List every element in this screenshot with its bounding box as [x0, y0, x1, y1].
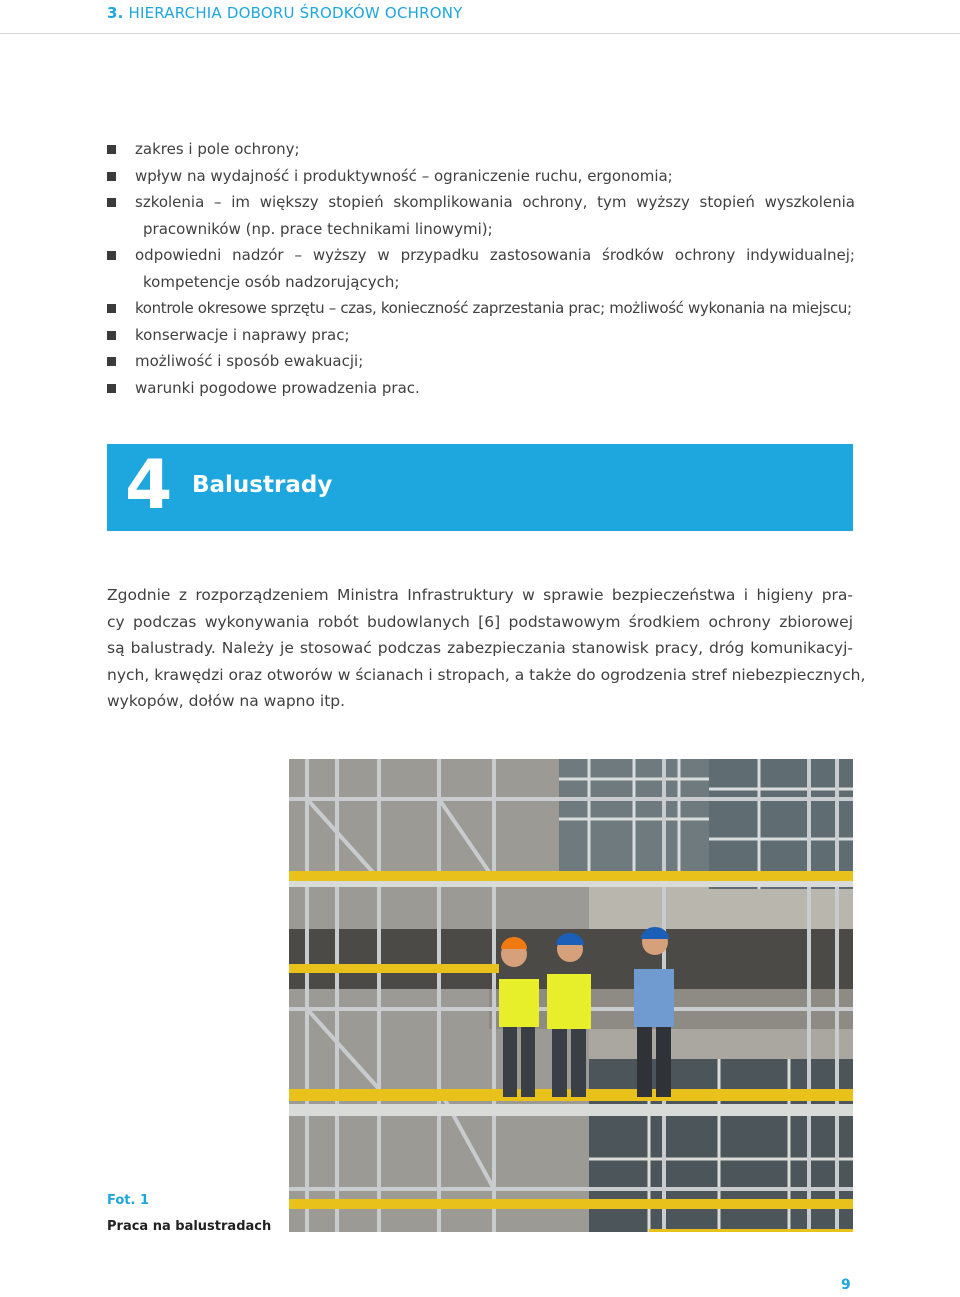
scaffold-workers-photo — [289, 759, 853, 1232]
list-item — [107, 163, 855, 190]
list-item-text: kontrole okresowe sprzętu – czas, konieczność zaprzestania prac; możliwość wykonania na miejscu; — [135, 299, 852, 317]
section-heading-banner — [107, 444, 853, 531]
bullet-square-icon — [107, 198, 116, 207]
paragraph-line: są balustrady. Należy je stosować podczas zabezpieczania stanowisk pracy, dróg komunikacyj- — [107, 639, 853, 657]
list-item — [107, 242, 855, 295]
list-item-text: możliwość i sposób ewakuacji; — [135, 352, 364, 370]
page-number: 9 — [841, 1277, 851, 1293]
bullet-square-icon — [107, 145, 116, 154]
figure-label: Fot. 1 — [107, 1193, 150, 1208]
list-item-text-continued: kompetencje osób nadzorujących; — [143, 272, 400, 291]
list-item-text: zakres i pole ochrony; — [135, 140, 300, 158]
bullet-square-icon — [107, 331, 116, 340]
running-header — [107, 4, 463, 22]
bullet-square-icon — [107, 384, 116, 393]
list-item — [107, 375, 855, 402]
list-item — [107, 348, 855, 375]
bullet-square-icon — [107, 357, 116, 366]
header-divider — [0, 33, 960, 34]
list-item — [107, 189, 855, 242]
chapter-title: HIERARCHIA DOBORU ŚRODKÓW OCHRONY — [128, 4, 463, 22]
list-item — [107, 136, 855, 163]
paragraph-line: wykopów, dołów na wapno itp. — [107, 692, 346, 710]
list-item-text: wpływ na wydajność i produktywność – ograniczenie ruchu, ergonomia; — [135, 166, 673, 185]
chapter-number: 3. — [107, 4, 124, 22]
section-title: Balustrady — [192, 472, 333, 498]
list-item-text: szkolenia – im większy stopień skomplikowania ochrony, tym wyższy stopień wyszkolenia — [135, 193, 855, 211]
list-item — [107, 322, 855, 349]
list-item-text: konserwacje i naprawy prac; — [135, 325, 350, 344]
bullet-square-icon — [107, 304, 116, 313]
list-item-text-continued: pracowników (np. prace technikami linowymi); — [143, 219, 493, 238]
bullet-square-icon — [107, 251, 116, 260]
section-number: 4 — [125, 446, 173, 525]
list-item-text: warunki pogodowe prowadzenia prac. — [135, 378, 420, 397]
bullet-square-icon — [107, 172, 116, 181]
body-paragraph — [107, 582, 866, 715]
bullet-list — [107, 136, 855, 401]
figure-caption: Praca na balustradach — [107, 1219, 272, 1234]
list-item-text: odpowiedni nadzór – wyższy w przypadku zastosowania środków ochrony indywidualnej; — [135, 246, 855, 264]
list-item — [107, 295, 855, 322]
paragraph-line: Zgodnie z rozporządzeniem Ministra Infrastruktury w sprawie bezpieczeństwa i higieny pra- — [107, 586, 853, 604]
paragraph-line: nych, krawędzi oraz otworów w ścianach i stropach, a także do ogrodzenia stref niebezpiecznych, — [107, 665, 866, 684]
paragraph-line: cy podczas wykonywania robót budowlanych [6] podstawowym środkiem ochrony zbiorowej — [107, 612, 853, 631]
